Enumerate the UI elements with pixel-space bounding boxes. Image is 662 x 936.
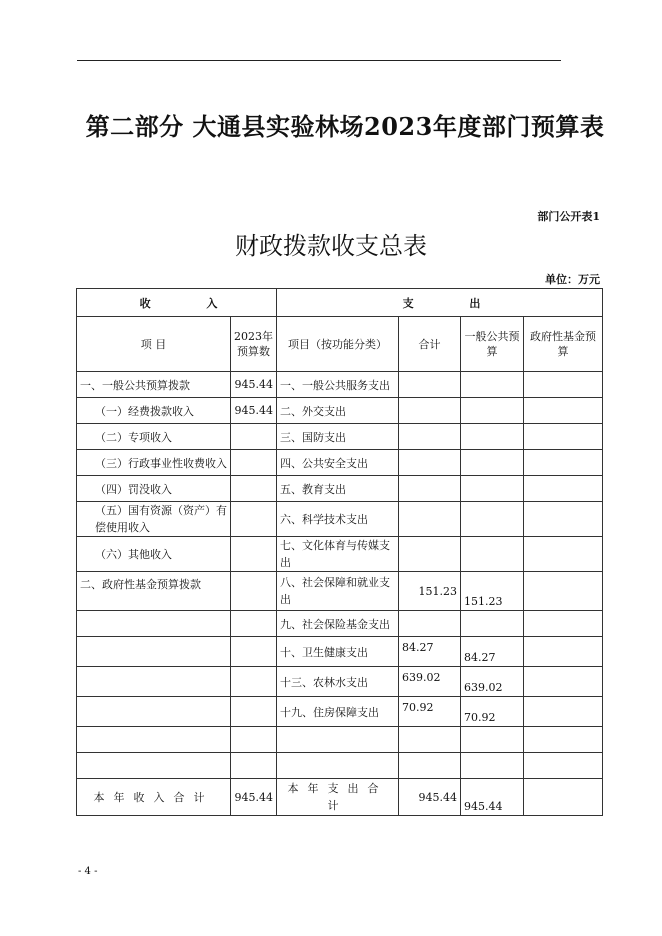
table-group-header xyxy=(77,289,603,317)
income-item: （三）行政事业性收费收入 xyxy=(77,450,231,476)
income-item xyxy=(77,697,231,727)
table-title: 财政拨款收支总表 xyxy=(235,232,427,260)
expense-general xyxy=(461,727,524,753)
expense-general xyxy=(461,450,524,476)
column-header-total: 合计 xyxy=(399,317,461,372)
expense-general xyxy=(461,502,524,537)
table-number: 部门公开表1 xyxy=(537,210,600,223)
income-item xyxy=(77,611,231,637)
expense-total-sum: 945.44 xyxy=(399,779,461,816)
column-header-general-budget: 一般公共预算 xyxy=(461,317,524,372)
income-amount xyxy=(231,667,277,697)
expense-fund xyxy=(524,372,603,398)
expense-item: 二、外交支出 xyxy=(277,398,399,424)
expense-general xyxy=(461,611,524,637)
expense-item xyxy=(277,727,399,753)
expense-general xyxy=(461,753,524,779)
income-item: （二）专项收入 xyxy=(77,424,231,450)
expense-item: 八、社会保障和就业支出 xyxy=(277,572,399,611)
table-row xyxy=(77,424,603,450)
expense-item: 五、教育支出 xyxy=(277,476,399,502)
income-item: （五）国有资源（资产）有偿使用收入 xyxy=(77,502,231,537)
table-row xyxy=(77,502,603,537)
document-title: 第二部分 大通县实验林场2023年度部门预算表 xyxy=(85,112,605,141)
expense-general: 639.02 xyxy=(461,667,524,697)
expense-fund xyxy=(524,667,603,697)
income-amount xyxy=(231,611,277,637)
expense-fund xyxy=(524,727,603,753)
table-row xyxy=(77,537,603,572)
expense-total-general: 945.44 xyxy=(461,779,524,816)
table-row xyxy=(77,372,603,398)
expense-total xyxy=(399,372,461,398)
table-row xyxy=(77,667,603,697)
income-amount: 945.44 xyxy=(231,398,277,424)
expense-fund xyxy=(524,476,603,502)
income-item: 一、一般公共预算拨款 xyxy=(77,372,231,398)
income-total-amount: 945.44 xyxy=(231,779,277,816)
expense-item: 四、公共安全支出 xyxy=(277,450,399,476)
income-amount xyxy=(231,476,277,502)
income-amount xyxy=(231,450,277,476)
expense-total xyxy=(399,753,461,779)
expense-fund xyxy=(524,424,603,450)
income-item xyxy=(77,667,231,697)
income-amount xyxy=(231,424,277,450)
expense-fund xyxy=(524,753,603,779)
expense-total-fund xyxy=(524,779,603,816)
income-item xyxy=(77,753,231,779)
expense-total: 84.27 xyxy=(399,637,461,667)
table-row xyxy=(77,637,603,667)
expense-fund xyxy=(524,450,603,476)
table-column-header xyxy=(77,317,603,372)
expense-total: 639.02 xyxy=(399,667,461,697)
expense-fund xyxy=(524,398,603,424)
column-header-item: 项 目 xyxy=(77,317,231,372)
table-row xyxy=(77,398,603,424)
expense-fund xyxy=(524,537,603,572)
table-row xyxy=(77,572,603,611)
income-amount xyxy=(231,727,277,753)
expense-fund xyxy=(524,697,603,727)
unit-label: 单位：万元 xyxy=(545,273,600,286)
expense-total xyxy=(399,727,461,753)
expense-fund xyxy=(524,611,603,637)
expense-item: 十三、农林水支出 xyxy=(277,667,399,697)
expense-general xyxy=(461,537,524,572)
expense-total xyxy=(399,398,461,424)
income-amount xyxy=(231,572,277,611)
expense-fund xyxy=(524,572,603,611)
expense-item: 一、一般公共服务支出 xyxy=(277,372,399,398)
expense-group-header: 支 出 xyxy=(277,289,603,317)
expense-item: 六、科学技术支出 xyxy=(277,502,399,537)
expense-total xyxy=(399,537,461,572)
expense-total-label: 本年支出合计 xyxy=(277,779,399,816)
expense-item: 十、卫生健康支出 xyxy=(277,637,399,667)
income-group-header: 收 入 xyxy=(77,289,277,317)
table-row xyxy=(77,450,603,476)
expense-item xyxy=(277,753,399,779)
expense-fund xyxy=(524,637,603,667)
expense-general xyxy=(461,398,524,424)
expense-general xyxy=(461,424,524,450)
expense-total: 151.23 xyxy=(399,572,461,611)
expense-general: 70.92 xyxy=(461,697,524,727)
expense-item: 三、国防支出 xyxy=(277,424,399,450)
table-row xyxy=(77,753,603,779)
income-total-label: 本年收入合计 xyxy=(77,779,231,816)
expense-general: 84.27 xyxy=(461,637,524,667)
table-row xyxy=(77,476,603,502)
column-header-item-function: 项目（按功能分类） xyxy=(277,317,399,372)
expense-total xyxy=(399,611,461,637)
table-row xyxy=(77,697,603,727)
income-amount xyxy=(231,697,277,727)
expense-total xyxy=(399,424,461,450)
expense-item: 十九、住房保障支出 xyxy=(277,697,399,727)
budget-summary-table xyxy=(76,288,603,816)
income-item xyxy=(77,637,231,667)
expense-general xyxy=(461,372,524,398)
expense-total: 70.92 xyxy=(399,697,461,727)
table-total-row xyxy=(77,779,603,816)
expense-total xyxy=(399,502,461,537)
income-amount xyxy=(231,753,277,779)
expense-total xyxy=(399,476,461,502)
expense-general: 151.23 xyxy=(461,572,524,611)
income-amount: 945.44 xyxy=(231,372,277,398)
page-number: - 4 - xyxy=(78,866,98,877)
income-amount xyxy=(231,537,277,572)
income-item: 二、政府性基金预算拨款 xyxy=(77,572,231,611)
expense-fund xyxy=(524,502,603,537)
expense-general xyxy=(461,476,524,502)
expense-item: 九、社会保险基金支出 xyxy=(277,611,399,637)
table-row xyxy=(77,727,603,753)
column-header-gov-fund: 政府性基金预算 xyxy=(524,317,603,372)
income-amount xyxy=(231,637,277,667)
income-item xyxy=(77,727,231,753)
income-item: （六）其他收入 xyxy=(77,537,231,572)
header-rule xyxy=(77,60,561,61)
expense-total xyxy=(399,450,461,476)
income-item: （一）经费拨款收入 xyxy=(77,398,231,424)
income-item: （四）罚没收入 xyxy=(77,476,231,502)
income-amount xyxy=(231,502,277,537)
column-header-budget-2023: 2023年预算数 xyxy=(231,317,277,372)
expense-item: 七、文化体育与传媒支出 xyxy=(277,537,399,572)
table-row xyxy=(77,611,603,637)
